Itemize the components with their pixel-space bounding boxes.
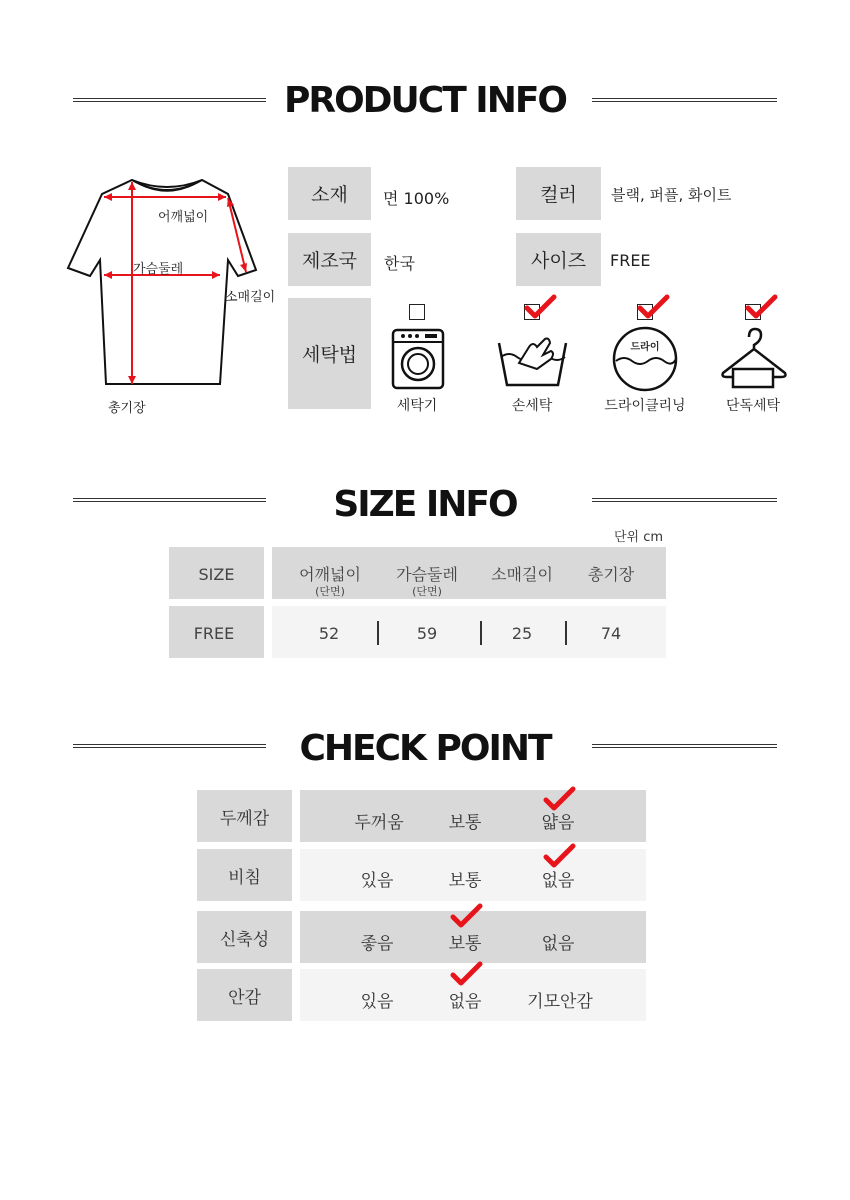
field-material-label: 소재 — [288, 167, 371, 220]
size-row-size: FREE — [193, 624, 235, 643]
diagram-sleeve-label: 소매길이 — [225, 290, 276, 305]
title-rule-right — [592, 498, 777, 502]
check-option: 보통 — [448, 871, 482, 891]
check-mark-icon — [543, 786, 577, 814]
size-value-chest: 59 — [416, 624, 438, 643]
diagram-chest-label: 가슴둘레 — [133, 262, 184, 277]
size-header-shoulder-sub: (단면) — [315, 585, 345, 598]
check-mark-icon — [450, 903, 484, 931]
care-handwash-label: 손세탁 — [511, 398, 553, 414]
diagram-shoulder-label: 어깨넓이 — [158, 210, 209, 225]
check-option: 보통 — [448, 934, 482, 954]
check-option: 있음 — [360, 992, 394, 1012]
size-unit-label: 단위 cm — [614, 530, 664, 545]
size-header-chest-sub: (단면) — [412, 585, 442, 598]
size-value-shoulder: 52 — [318, 624, 340, 643]
size-header-chest: 가슴둘레 — [396, 565, 458, 584]
size-divider — [377, 621, 379, 645]
product-info-title: PRODUCT INFO — [283, 80, 567, 121]
size-header-sleeve: 소매길이 — [491, 565, 553, 584]
title-rule-right — [592, 98, 777, 102]
check-mark-icon — [524, 294, 558, 322]
field-size-label: 사이즈 — [516, 233, 601, 286]
size-value-length: 74 — [600, 624, 622, 643]
check-option: 없음 — [448, 992, 482, 1012]
title-rule-right — [592, 744, 777, 748]
care-washer-label: 세탁기 — [396, 398, 438, 414]
size-value-sleeve: 25 — [511, 624, 533, 643]
check-row-label: 두께감 — [197, 790, 292, 842]
field-material-value: 면 100% — [383, 189, 450, 208]
check-option: 기모안감 — [527, 992, 593, 1012]
check-option: 좋음 — [360, 934, 394, 954]
check-option: 없음 — [541, 871, 575, 891]
check-option: 없음 — [541, 934, 575, 954]
hand-wash-icon — [495, 333, 570, 391]
check-mark-icon — [745, 294, 779, 322]
check-option: 보통 — [448, 813, 482, 833]
field-color-value: 블랙, 퍼플, 화이트 — [611, 186, 732, 204]
field-origin-label: 제조국 — [288, 233, 371, 286]
hanger-icon — [719, 325, 789, 391]
size-divider — [565, 621, 567, 645]
field-size-value: FREE — [610, 251, 651, 270]
size-divider — [480, 621, 482, 645]
field-origin-value: 한국 — [384, 254, 415, 273]
care-dryclean-label: 드라이클리닝 — [604, 398, 686, 414]
check-option: 두꺼움 — [354, 813, 404, 833]
washing-machine-icon — [391, 328, 445, 390]
check-row-label: 비침 — [197, 849, 292, 901]
care-separate-label: 단독세탁 — [725, 398, 781, 414]
care-washer-checkbox — [409, 304, 425, 320]
check-point-title: CHECK POINT — [299, 728, 551, 769]
diagram-length-label: 총기장 — [108, 401, 146, 416]
check-row-label: 안감 — [197, 969, 292, 1021]
check-mark-icon — [450, 961, 484, 989]
check-row-label: 신축성 — [197, 911, 292, 963]
size-info-title: SIZE INFO — [333, 484, 517, 525]
size-header-shoulder: 어깨넓이 — [299, 565, 361, 584]
size-header-length: 총기장 — [587, 565, 635, 584]
check-option: 얇음 — [541, 813, 575, 833]
check-option: 있음 — [360, 871, 394, 891]
size-header-size: SIZE — [198, 565, 235, 584]
dry-clean-icon — [611, 325, 679, 393]
field-color-label: 컬러 — [516, 167, 601, 220]
check-mark-icon — [543, 843, 577, 871]
check-mark-icon — [637, 294, 671, 322]
care-label: 세탁법 — [288, 298, 371, 409]
dry-clean-badge: 드라이 — [630, 342, 660, 353]
